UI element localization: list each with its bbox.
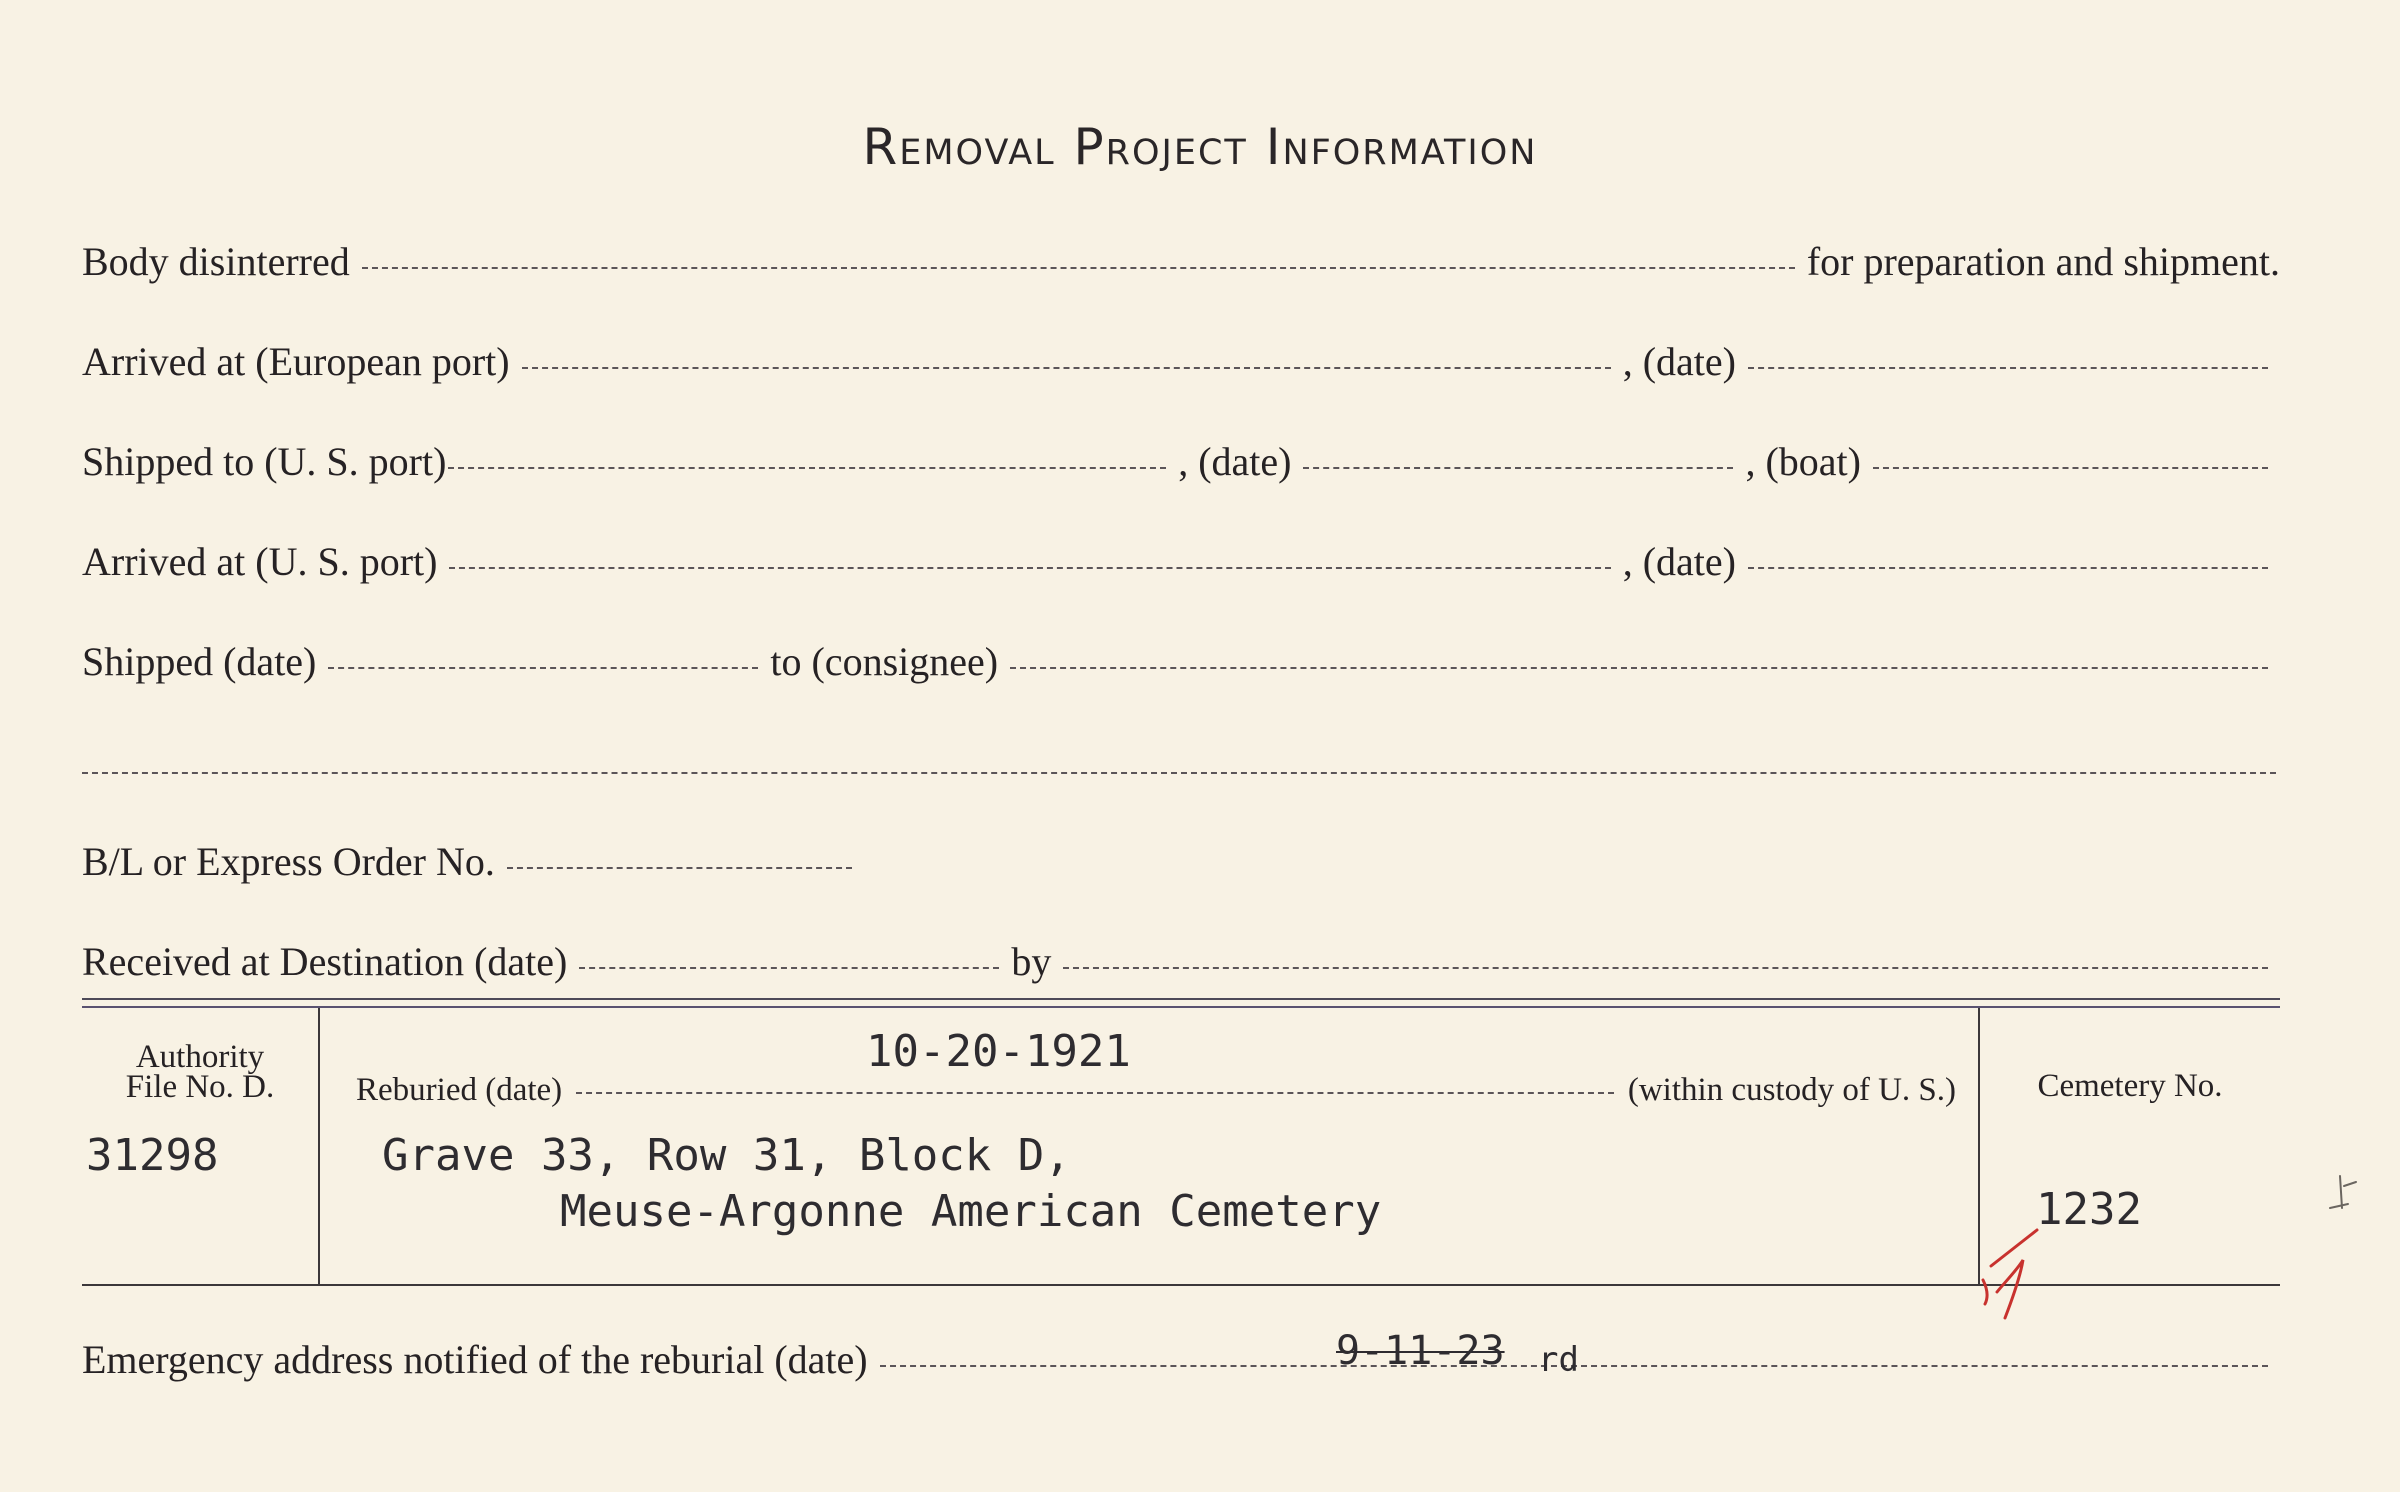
box-top-rule [82, 998, 2280, 1000]
shipped-us-boat-label: , (boat) [1745, 439, 1861, 484]
arrived-european-row [82, 338, 2280, 385]
box-divider-left [318, 1008, 320, 1284]
emergency-label: Emergency address notified of the reburial (date) [82, 1337, 868, 1382]
received-date-field [579, 967, 999, 969]
arrived-european-date-label: , (date) [1622, 339, 1736, 384]
authority-value: 31298 [86, 1130, 219, 1181]
emergency-date-value: 9-11-23 [1336, 1328, 1505, 1374]
arrived-us-date-label: , (date) [1622, 539, 1736, 584]
arrived-european-label: Arrived at (European port) [82, 339, 510, 384]
box-top-rule-second [82, 1006, 2280, 1008]
arrived-european-date-field [1748, 367, 2268, 369]
emergency-initials: rd [1538, 1340, 1579, 1380]
arrived-us-label: Arrived at (U. S. port) [82, 539, 438, 584]
shipped-us-date-field [1303, 467, 1733, 469]
reburied-date-value: 10-20-1921 [866, 1026, 1131, 1077]
location-line-1: Grave 33, Row 31, Block D, [382, 1130, 1071, 1181]
consignee-field [1010, 667, 2268, 669]
cemetery-value: 1232 [2036, 1184, 2142, 1235]
reburied-row [356, 1072, 1956, 1109]
location-line-2: Meuse-Argonne American Cemetery [560, 1186, 1382, 1237]
received-row [82, 938, 2280, 985]
shipped-us-date-label: , (date) [1178, 439, 1292, 484]
emergency-row [82, 1336, 2280, 1383]
received-by-label: by [1011, 939, 1052, 984]
arrived-us-port-field [449, 567, 1610, 569]
authority-label-line-2: File No. D. [125, 1069, 275, 1105]
body-disinterred-row [82, 238, 2280, 285]
arrived-us-row [82, 538, 2280, 585]
body-disinterred-label: Body disinterred [82, 239, 350, 284]
body-disinterred-suffix: for preparation and shipment. [1806, 239, 2280, 284]
bl-label: B/L or Express Order No. [82, 839, 495, 884]
arrived-us-date-field [1748, 567, 2268, 569]
reburied-date-field [576, 1092, 1614, 1094]
shipped-consignee-row [82, 638, 2280, 685]
custody-label: (within custody of U. S.) [1627, 1072, 1956, 1108]
shipped-date-field [328, 667, 758, 669]
shipped-us-row [82, 438, 2280, 485]
cemetery-label: Cemetery No. [2037, 1068, 2223, 1104]
body-disinterred-field [362, 267, 1795, 269]
reburied-label: Reburied (date) [356, 1072, 563, 1108]
shipped-us-port-field [448, 467, 1166, 469]
shipped-date-label: Shipped (date) [82, 639, 317, 684]
form-title: Removal Project Information [862, 118, 1538, 176]
to-consignee-label: to (consignee) [770, 639, 999, 684]
shipped-us-boat-field [1873, 467, 2268, 469]
red-check-mark-icon [1975, 1222, 2085, 1322]
consignee-continuation-line [82, 772, 2276, 774]
box-bottom-rule [82, 1284, 2280, 1286]
bl-row [82, 838, 2280, 885]
arrived-european-port-field [522, 367, 1611, 369]
received-label: Received at Destination (date) [82, 939, 568, 984]
shipped-us-label: Shipped to (U. S. port) [82, 439, 447, 484]
authority-label-line-1: Authority [135, 1039, 265, 1075]
received-by-field [1063, 967, 2268, 969]
pencil-tick-icon [2326, 1170, 2366, 1220]
bl-field [507, 867, 852, 869]
authority-label [82, 1039, 318, 1105]
